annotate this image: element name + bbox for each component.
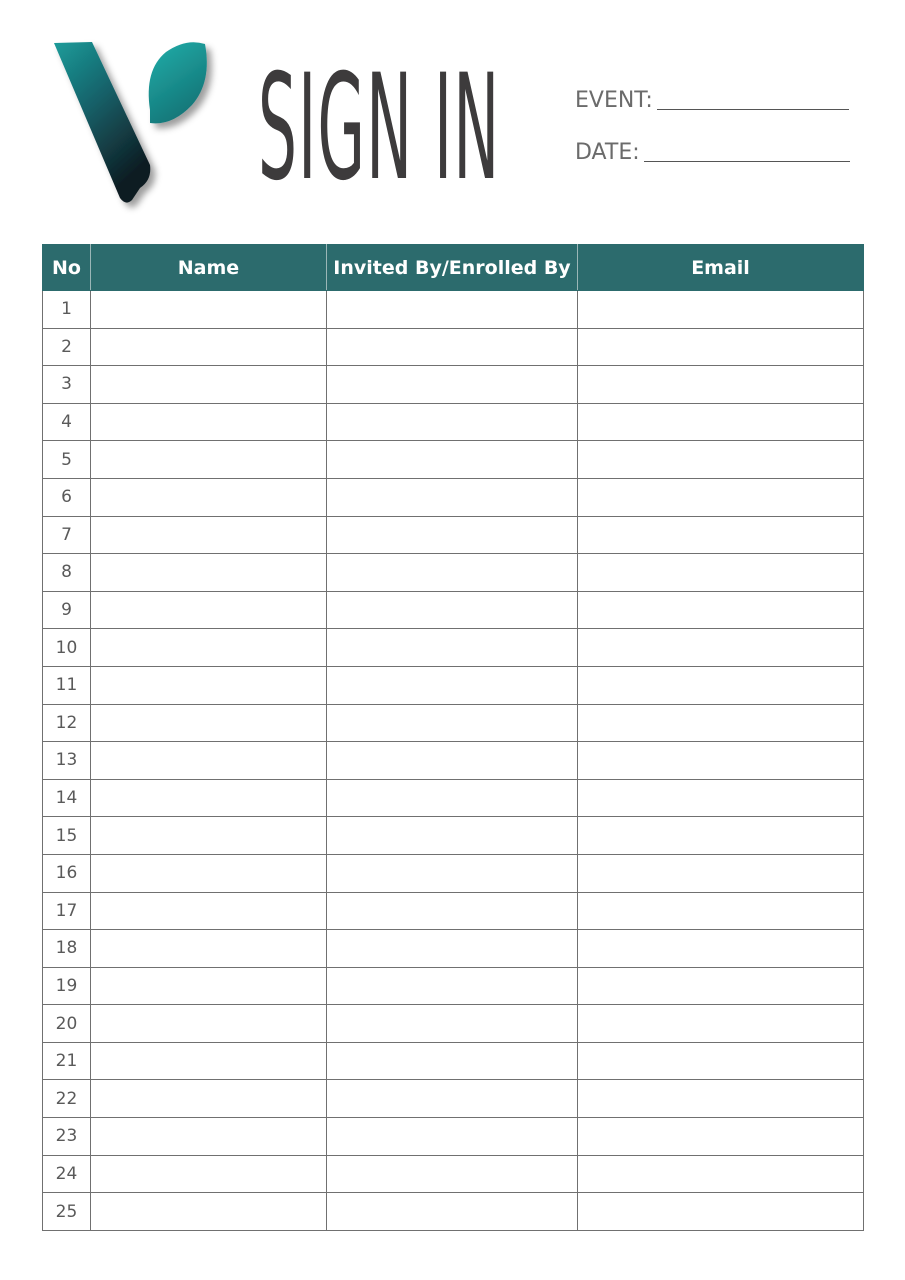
table-row (43, 328, 864, 366)
email-cell[interactable] (578, 1005, 864, 1043)
invited-by-cell[interactable] (327, 666, 578, 704)
row-number-cell: 24 (43, 1155, 91, 1193)
invited-by-cell[interactable] (327, 291, 578, 329)
email-cell[interactable] (578, 291, 864, 329)
email-cell[interactable] (578, 817, 864, 855)
table-row (43, 704, 864, 742)
invited-by-cell[interactable] (327, 817, 578, 855)
v-leaf-logo (40, 30, 230, 220)
row-number-cell: 16 (43, 854, 91, 892)
email-cell[interactable] (578, 704, 864, 742)
logo-graphic (40, 30, 230, 220)
table-row (43, 854, 864, 892)
name-cell[interactable] (91, 1005, 327, 1043)
column-header-invited-by: Invited By/Enrolled By (327, 245, 578, 291)
email-cell[interactable] (578, 1155, 864, 1193)
name-cell[interactable] (91, 1193, 327, 1231)
invited-by-cell[interactable] (327, 1005, 578, 1043)
name-cell[interactable] (91, 666, 327, 704)
row-number-cell: 6 (43, 478, 91, 516)
name-cell[interactable] (91, 1118, 327, 1156)
name-cell[interactable] (91, 817, 327, 855)
name-cell[interactable] (91, 1042, 327, 1080)
row-number-cell: 8 (43, 554, 91, 592)
row-number-cell: 1 (43, 291, 91, 329)
email-cell[interactable] (578, 1118, 864, 1156)
v-stem-shape (54, 42, 150, 203)
name-cell[interactable] (91, 854, 327, 892)
name-cell[interactable] (91, 403, 327, 441)
email-cell[interactable] (578, 967, 864, 1005)
row-number-cell: 9 (43, 591, 91, 629)
row-number-cell: 11 (43, 666, 91, 704)
row-number-cell: 12 (43, 704, 91, 742)
name-cell[interactable] (91, 1080, 327, 1118)
name-cell[interactable] (91, 704, 327, 742)
table-row (43, 1118, 864, 1156)
row-number-cell: 20 (43, 1005, 91, 1043)
invited-by-cell[interactable] (327, 591, 578, 629)
email-cell[interactable] (578, 591, 864, 629)
name-cell[interactable] (91, 516, 327, 554)
email-cell[interactable] (578, 854, 864, 892)
table-row (43, 1080, 864, 1118)
table-row (43, 930, 864, 968)
table-row (43, 1042, 864, 1080)
email-cell[interactable] (578, 779, 864, 817)
row-number-cell: 3 (43, 366, 91, 404)
invited-by-cell[interactable] (327, 1193, 578, 1231)
invited-by-cell[interactable] (327, 366, 578, 404)
email-cell[interactable] (578, 478, 864, 516)
name-cell[interactable] (91, 478, 327, 516)
invited-by-cell[interactable] (327, 1118, 578, 1156)
invited-by-cell[interactable] (327, 516, 578, 554)
sign-in-table (42, 244, 864, 1231)
email-cell[interactable] (578, 441, 864, 479)
event-label: EVENT: (575, 88, 653, 113)
row-number-cell: 2 (43, 328, 91, 366)
email-cell[interactable] (578, 1042, 864, 1080)
invited-by-cell[interactable] (327, 1155, 578, 1193)
email-cell[interactable] (578, 742, 864, 780)
row-number-cell: 14 (43, 779, 91, 817)
name-cell[interactable] (91, 779, 327, 817)
row-number-cell: 5 (43, 441, 91, 479)
name-cell[interactable] (91, 742, 327, 780)
email-cell[interactable] (578, 1080, 864, 1118)
invited-by-cell[interactable] (327, 328, 578, 366)
name-cell[interactable] (91, 930, 327, 968)
email-cell[interactable] (578, 666, 864, 704)
table-row (43, 554, 864, 592)
row-number-cell: 17 (43, 892, 91, 930)
date-underline (644, 161, 850, 162)
column-header-no: No (43, 245, 91, 291)
row-number-cell: 18 (43, 930, 91, 968)
email-cell[interactable] (578, 554, 864, 592)
row-number-cell: 10 (43, 629, 91, 667)
invited-by-cell[interactable] (327, 892, 578, 930)
leaf-shape (149, 42, 207, 123)
table-row (43, 742, 864, 780)
email-cell[interactable] (578, 892, 864, 930)
name-cell[interactable] (91, 591, 327, 629)
invited-by-cell[interactable] (327, 629, 578, 667)
event-underline (657, 109, 849, 110)
table-row (43, 629, 864, 667)
column-header-email: Email (578, 245, 864, 291)
row-number-cell: 19 (43, 967, 91, 1005)
invited-by-cell[interactable] (327, 779, 578, 817)
table-row (43, 441, 864, 479)
table-row (43, 366, 864, 404)
table-row (43, 403, 864, 441)
date-field (575, 140, 850, 166)
invited-by-cell[interactable] (327, 704, 578, 742)
name-cell[interactable] (91, 1155, 327, 1193)
table-row (43, 666, 864, 704)
column-header-name: Name (91, 245, 327, 291)
invited-by-cell[interactable] (327, 1042, 578, 1080)
row-number-cell: 23 (43, 1118, 91, 1156)
name-cell[interactable] (91, 366, 327, 404)
email-cell[interactable] (578, 1193, 864, 1231)
row-number-cell: 15 (43, 817, 91, 855)
email-cell[interactable] (578, 930, 864, 968)
table-row (43, 291, 864, 329)
table-header-row (43, 245, 864, 291)
row-number-cell: 7 (43, 516, 91, 554)
table-body (43, 291, 864, 1231)
row-number-cell: 22 (43, 1080, 91, 1118)
name-cell[interactable] (91, 967, 327, 1005)
email-cell[interactable] (578, 629, 864, 667)
email-cell[interactable] (578, 403, 864, 441)
page-title: SIGN IN (258, 43, 501, 213)
invited-by-cell[interactable] (327, 403, 578, 441)
table-row (43, 1005, 864, 1043)
email-cell[interactable] (578, 328, 864, 366)
event-field (575, 88, 849, 114)
table-row (43, 1155, 864, 1193)
table-row (43, 478, 864, 516)
table-row (43, 1193, 864, 1231)
name-cell[interactable] (91, 892, 327, 930)
name-cell[interactable] (91, 629, 327, 667)
table-row (43, 892, 864, 930)
invited-by-cell[interactable] (327, 441, 578, 479)
name-cell[interactable] (91, 291, 327, 329)
table-row (43, 591, 864, 629)
table-row (43, 817, 864, 855)
email-cell[interactable] (578, 516, 864, 554)
invited-by-cell[interactable] (327, 742, 578, 780)
row-number-cell: 25 (43, 1193, 91, 1231)
table-row (43, 779, 864, 817)
email-cell[interactable] (578, 366, 864, 404)
name-cell[interactable] (91, 554, 327, 592)
row-number-cell: 13 (43, 742, 91, 780)
invited-by-cell[interactable] (327, 1080, 578, 1118)
invited-by-cell[interactable] (327, 967, 578, 1005)
invited-by-cell[interactable] (327, 854, 578, 892)
name-cell[interactable] (91, 441, 327, 479)
table-row (43, 967, 864, 1005)
date-label: DATE: (575, 140, 640, 165)
table-row (43, 516, 864, 554)
invited-by-cell[interactable] (327, 554, 578, 592)
name-cell[interactable] (91, 328, 327, 366)
invited-by-cell[interactable] (327, 930, 578, 968)
row-number-cell: 4 (43, 403, 91, 441)
row-number-cell: 21 (43, 1042, 91, 1080)
invited-by-cell[interactable] (327, 478, 578, 516)
